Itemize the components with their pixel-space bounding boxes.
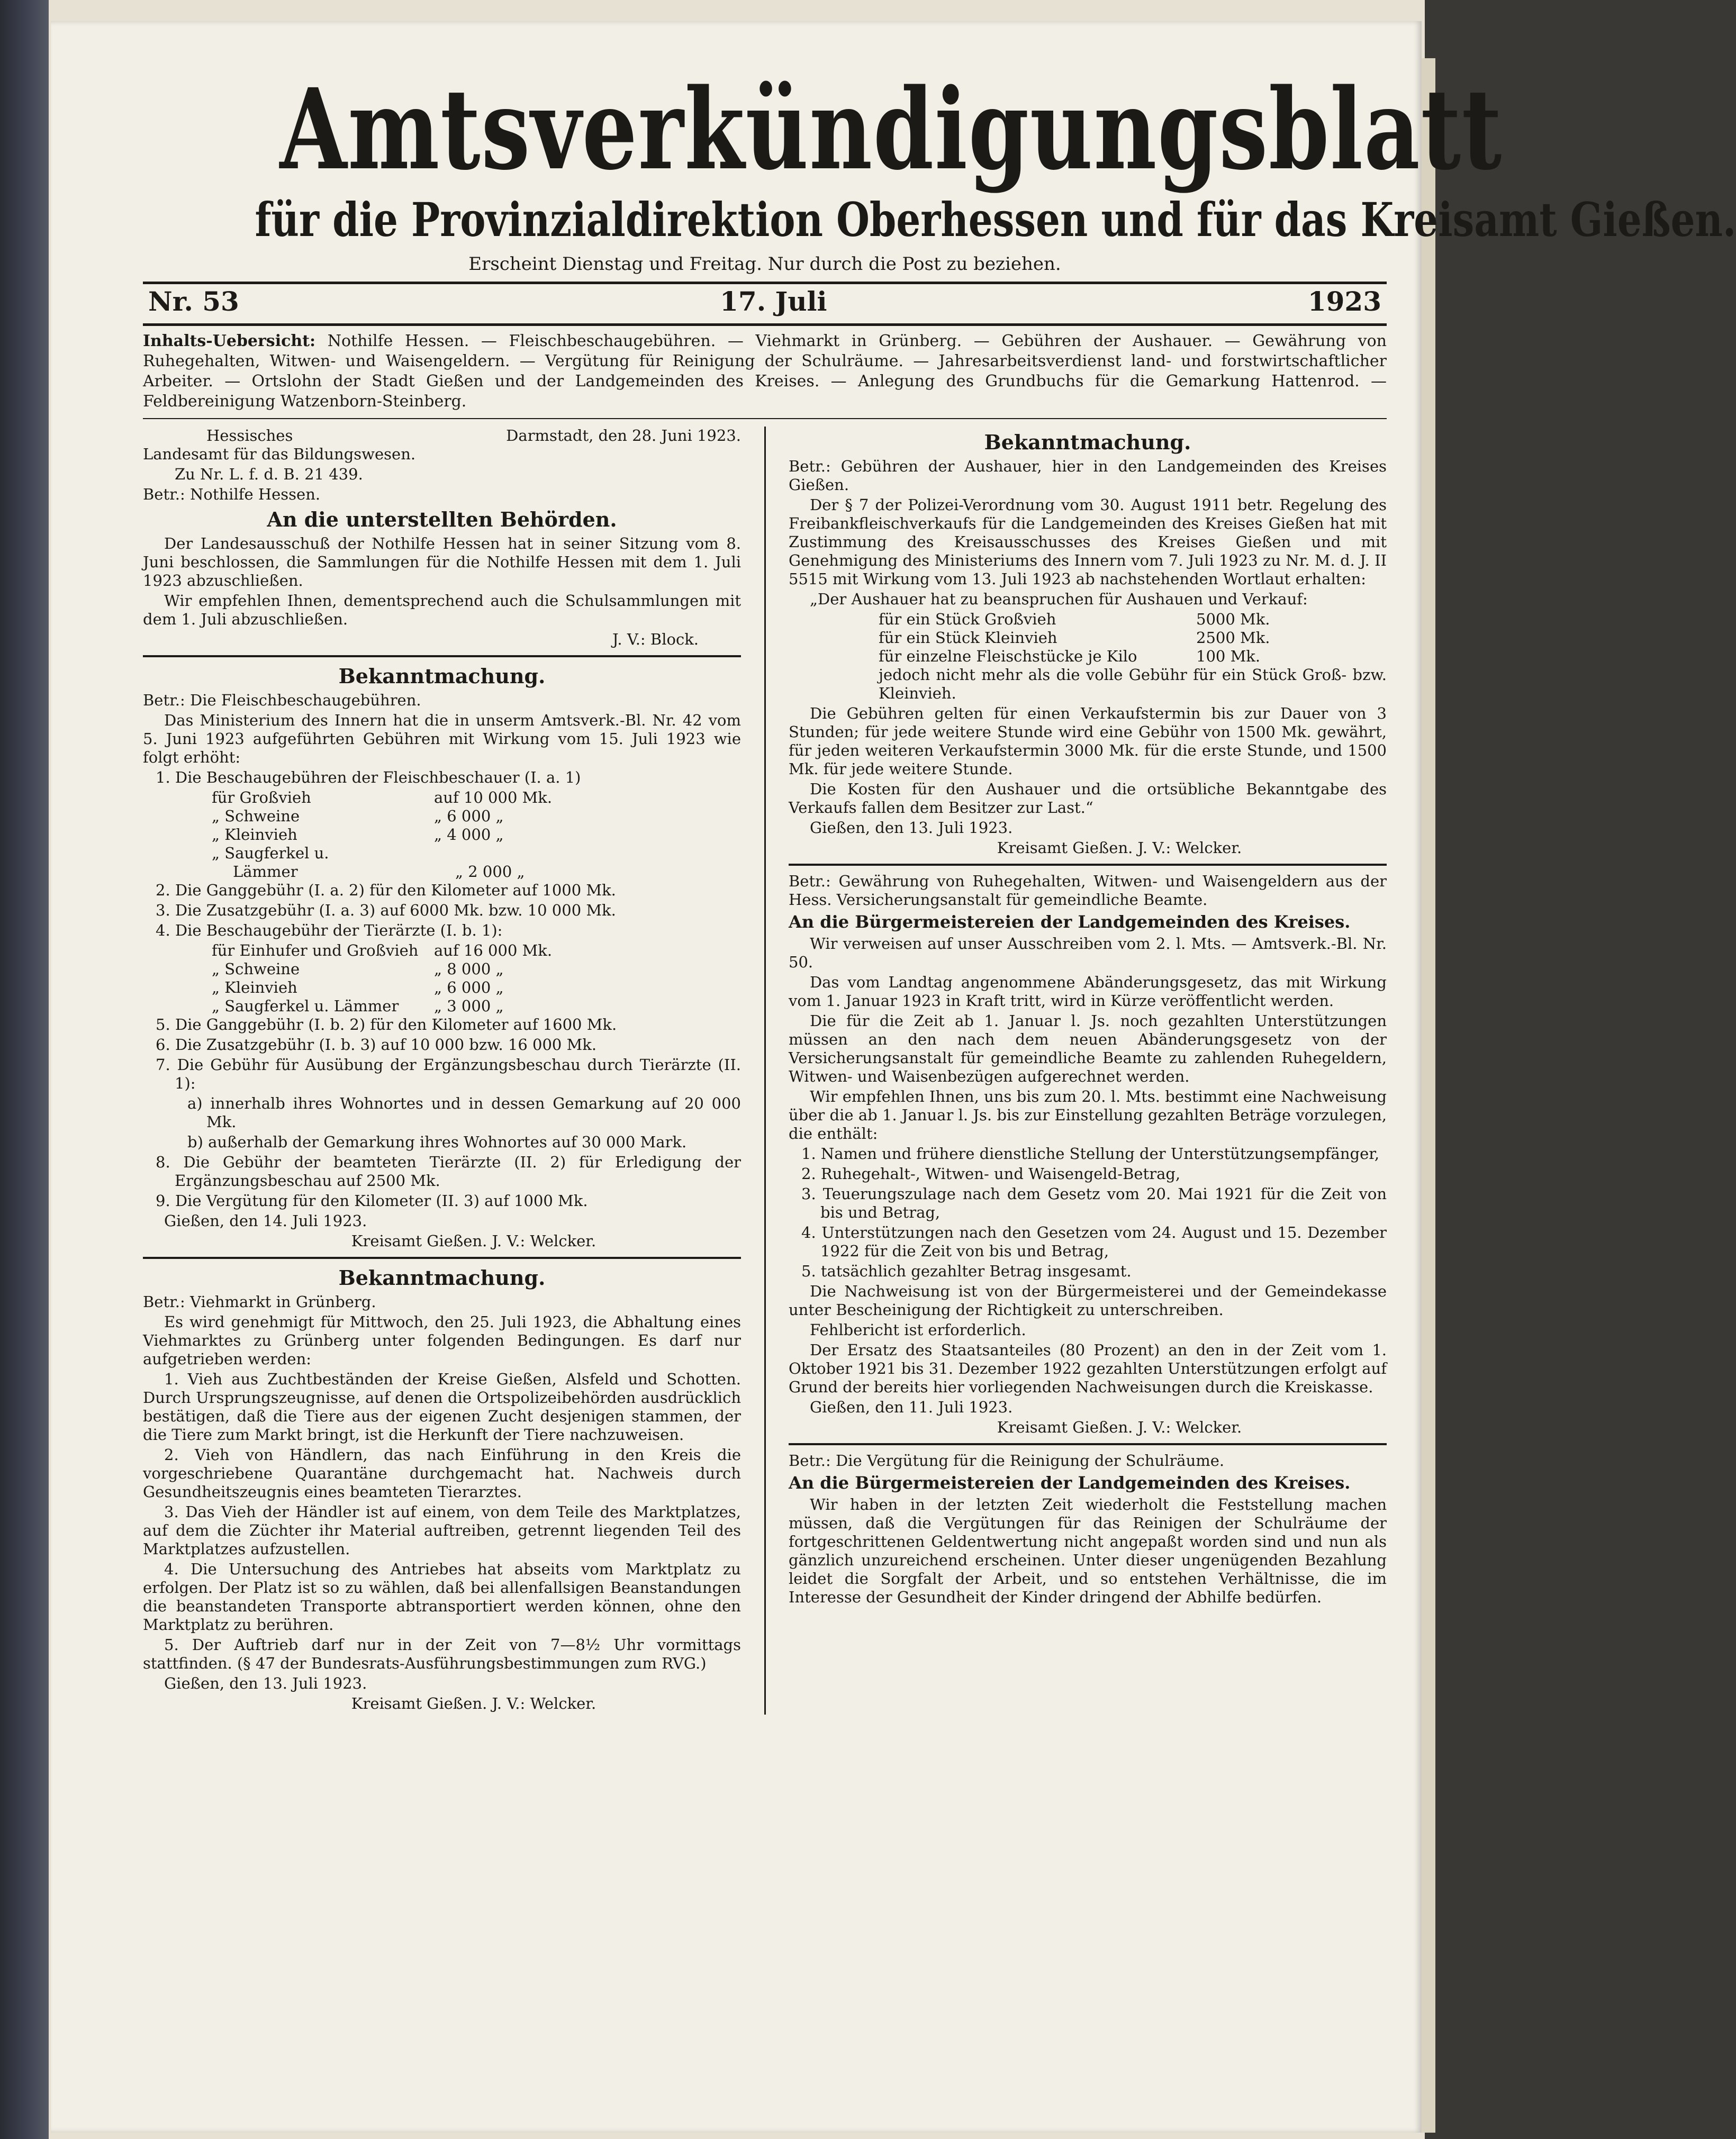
issue-year: 1923 xyxy=(1307,286,1381,317)
paragraph: Wir verweisen auf unser Ausschreiben vom 2. l. Mts. — Amtsverk.-Bl. Nr. 50. xyxy=(789,935,1387,971)
quoted-paragraph: jedoch nicht mehr als die volle Gebühr für ein Stück Groß- bzw. Kleinvieh. xyxy=(879,666,1387,702)
condition-item: 2. Vieh von Händlern, das nach Einführung in den Kreis die vorgeschriebene Quarantäne durchgemacht hat. Nachweis durch Gesundheitszeugnis eines beamteten Tierarztes. xyxy=(143,1446,741,1501)
condition-item: 3. Das Vieh der Händler ist auf einem, von dem Teile des Marktplatzes, auf dem die Züchter ihr Material auftreiben, getrennt liegenden Teil des Marktplatzes aufzustellen. xyxy=(143,1503,741,1558)
article-divider xyxy=(789,1443,1387,1445)
subject-line: Betr.: Nothilfe Hessen. xyxy=(143,485,321,503)
toc-label: Inhalts-Uebersicht: xyxy=(143,332,316,350)
article-divider xyxy=(143,1257,741,1259)
quoted-paragraph: Die Gebühren gelten für einen Verkaufstermin bis zur Dauer von 3 Stunden; für jede weitere Stunde wird eine Gebühr von 1500 Mk. gewährt, für jeden weiteren Verkaufstermin 3000 Mk. für die erste Stunde, und 1500 Mk. für jede weitere Stunde. xyxy=(789,704,1387,778)
list-item: 5. Die Ganggebühr (I. b. 2) für den Kilometer auf 1600 Mk. xyxy=(156,1016,617,1034)
place-date: Darmstadt, den 28. Juni 1923. xyxy=(506,427,741,445)
book-binding xyxy=(0,0,49,2139)
article-divider xyxy=(789,864,1387,866)
paragraph: Wir haben in der letzten Zeit wiederholt die Feststellung machen müssen, daß die Vergütungen für das Reinigen der Schulräume der fortgeschrittenen Geldentwertung nicht angepaßt worden sind und nun als gänzlich unzureichend erscheinen. Unter dieser ungenügenden Bezahlung leidet die Sorgfalt der Arbeit, und so entstehen Verhältnisse, die im Interesse der Gesundheit der Kinder dringend der Abhilfe bedürfen. xyxy=(789,1496,1387,1606)
paragraph: Es wird genehmigt für Mittwoch, den 25. Juli 1923, die Abhaltung eines Viehmarktes zu Grünberg unter folgenden Bedingungen. Es darf nur aufgetrieben werden: xyxy=(143,1313,741,1368)
fee-row: Lämmer „ 2 000 „ xyxy=(233,863,525,881)
article-heading: An die unterstellten Behörden. xyxy=(267,507,617,531)
columns xyxy=(143,427,1387,1715)
fee-row: für Einhufer und Großvieh auf 16 000 Mk. xyxy=(212,941,553,959)
list-item: 2. Die Ganggebühr (I. a. 2) für den Kilometer auf 1000 Mk. xyxy=(156,881,616,899)
subject-line: Betr.: Gewährung von Ruhegehalten, Witwen- und Waisengeldern aus der Hess. Versicherungsanstalt für gemeindliche Beamte. xyxy=(789,872,1387,909)
toc-rule xyxy=(143,418,1387,419)
list-item: 8. Die Gebühr der beamteten Tierärzte (II. 2) für Erledigung der Ergänzungsbeschau auf 2500 Mk. xyxy=(156,1153,741,1190)
place-date: Gießen, den 13. Juli 1923. xyxy=(810,819,1013,837)
masthead-subtitle: für die Provinzialdirektion Oberhessen und für das Kreisamt Gießen. xyxy=(255,192,1736,247)
list-item: 3. Teuerungszulage nach dem Gesetz vom 20. Mai 1921 für die Zeit von bis und Betrag, xyxy=(801,1185,1387,1221)
quoted-paragraph: „Der Aushauer hat zu beanspruchen für Aushauen und Verkauf: xyxy=(810,590,1308,608)
reference-number: Zu Nr. L. f. d. B. 21 439. xyxy=(175,465,363,483)
list-item: 2. Ruhegehalt-, Witwen- und Waisengeld-Betrag, xyxy=(801,1165,1181,1183)
table-of-contents xyxy=(143,331,1387,412)
signature: Kreisamt Gießen. J. V.: Welcker. xyxy=(997,839,1242,857)
newspaper-page xyxy=(51,21,1736,2133)
left-column xyxy=(143,427,741,1715)
column-rule xyxy=(764,427,766,1715)
paragraph: Der Ersatz des Staatsanteiles (80 Prozent) an den in der Zeit vom 1. Oktober 1921 bis 31. Dezember 1922 gezahlten Unterstützungen erfolgt auf Grund der bereits hier vorliegenden Nachweisungen durch die Kreiskasse. xyxy=(789,1341,1387,1396)
article-viehmarkt xyxy=(143,1265,741,1713)
sender-line: Landesamt für das Bildungswesen. xyxy=(143,445,416,463)
article-heading: An die Bürgermeistereien der Landgemeinden des Kreises. xyxy=(789,912,1351,932)
quoted-paragraph: Die Kosten für den Aushauer und die ortsübliche Bekanntgabe des Verkaufs fallen dem Besitzer zur Last.“ xyxy=(789,780,1387,817)
list-item: 1. Die Beschaugebühren der Fleischbeschauer (I. a. 1) xyxy=(156,768,581,786)
fee-row: „ Schweine „ 6 000 „ xyxy=(212,807,504,825)
fee-row: „ Saugferkel u. xyxy=(212,844,329,862)
price-row: für ein Stück Großvieh 5000 Mk. xyxy=(879,610,1270,628)
paragraph: Das vom Landtag angenommene Abänderungsgesetz, das mit Wirkung vom 1. Januar 1923 in Kraft tritt, wird in Kürze veröffentlicht werden. xyxy=(789,973,1387,1010)
signature: Kreisamt Gießen. J. V.: Welcker. xyxy=(351,1232,596,1250)
issue-number: Nr. 53 xyxy=(148,286,239,317)
list-subitem: b) außerhalb der Gemarkung ihres Wohnortes auf 30 000 Mark. xyxy=(187,1133,687,1151)
price-row: für einzelne Fleischstücke je Kilo 100 Mk. xyxy=(879,647,1261,665)
signature: J. V.: Block. xyxy=(612,630,699,648)
toc-text: Nothilfe Hessen. — Fleischbeschaugebühren. — Viehmarkt in Grünberg. — Gebühren der Aushauer. — Gewährung von Ruhegehalten, Witwen- und Waisengeldern. — Vergütung für Reinigung der Schulräume. — Jahresarbeitsverdienst land- und forstwirtschaftlicher Arbeiter. — Ortslohn der Stadt Gießen und der Landgemeinden des Kreises. — Anlegung des Grundbuchs für die Gemarkung Hattenrod. — Feldbereinigung Watzenborn-Steinberg. xyxy=(143,332,1387,411)
list-item: 7. Die Gebühr für Ausübung der Ergänzungsbeschau durch Tierärzte (II. 1): xyxy=(156,1056,741,1092)
article-heading: Bekanntmachung. xyxy=(338,664,546,688)
signature: Kreisamt Gießen. J. V.: Welcker. xyxy=(351,1694,596,1712)
place-date: Gießen, den 11. Juli 1923. xyxy=(810,1398,1013,1416)
issue-line xyxy=(143,284,1387,319)
fee-table xyxy=(143,788,741,881)
list-item: 5. tatsächlich gezahlter Betrag insgesamt. xyxy=(801,1262,1132,1280)
list-item: 6. Die Zusatzgebühr (I. b. 3) auf 10 000 bzw. 16 000 Mk. xyxy=(156,1036,597,1054)
list-item: 4. Die Beschaugebühr der Tierärzte (I. b. 1): xyxy=(156,921,503,939)
fee-row: für Großvieh auf 10 000 Mk. xyxy=(212,788,553,806)
list-subitem: a) innerhalb ihres Wohnortes und in dessen Gemarkung auf 20 000 Mk. xyxy=(187,1094,741,1131)
subject-line: Betr.: Die Fleischbeschaugebühren. xyxy=(143,691,421,709)
subject-line: Betr.: Gebühren der Aushauer, hier in den Landgemeinden des Kreises Gießen. xyxy=(789,457,1387,494)
place-date: Gießen, den 13. Juli 1923. xyxy=(164,1674,367,1692)
condition-item: 1. Vieh aus Zuchtbeständen der Kreise Gießen, Alsfeld und Schotten. Durch Ursprungszeugnisse, auf denen die Ortspolizeibehörden ausdrücklich bestätigen, daß die Tiere aus der eigenen Zucht desjenigen stammen, der die Tiere zum Markt bringt, ist die Herkunft der Tiere nachzuweisen. xyxy=(143,1370,741,1444)
issue-date: 17. Juli xyxy=(720,286,827,317)
article-divider xyxy=(143,655,741,657)
fee-row: „ Saugferkel u. Lämmer „ 3 000 „ xyxy=(212,997,504,1015)
list-item: 1. Namen und frühere dienstliche Stellung der Unterstützungsempfänger, xyxy=(801,1145,1380,1163)
masthead-title: Amtsverkündigungsblatt xyxy=(279,64,1503,195)
article-fleischbeschau xyxy=(143,664,741,1250)
page-content xyxy=(143,64,1736,1715)
right-column xyxy=(789,427,1387,1715)
price-list xyxy=(789,610,1387,666)
list-item: 9. Die Vergütung für den Kilometer (II. 3) auf 1000 Mk. xyxy=(156,1192,588,1210)
paragraph: Wir empfehlen Ihnen, dementsprechend auch die Schulsammlungen mit dem 1. Juli abzuschließen. xyxy=(143,592,741,628)
issue-rule xyxy=(143,323,1387,326)
article-schulraeume xyxy=(789,1452,1387,1607)
signature: Kreisamt Gießen. J. V.: Welcker. xyxy=(997,1418,1242,1436)
fee-row: „ Kleinvieh „ 4 000 „ xyxy=(212,826,504,844)
fee-row: „ Schweine „ 8 000 „ xyxy=(212,960,504,978)
paragraph: Fehlbericht ist erforderlich. xyxy=(810,1321,1026,1339)
article-aushauer xyxy=(789,430,1387,857)
paragraph: Das Ministerium des Innern hat die in unserm Amtsverk.-Bl. Nr. 42 vom 5. Juni 1923 aufgeführten Gebühren mit Wirkung vom 15. Juli 1923 wie folgt erhöht: xyxy=(143,711,741,766)
list-item: 3. Die Zusatzgebühr (I. a. 3) auf 6000 Mk. bzw. 10 000 Mk. xyxy=(156,901,616,919)
fee-table xyxy=(143,941,741,1016)
price-row: für ein Stück Kleinvieh 2500 Mk. xyxy=(879,629,1270,647)
publication-note: Erscheint Dienstag und Freitag. Nur durch die Post zu beziehen. xyxy=(468,253,1061,275)
list-item: 4. Unterstützungen nach den Gesetzen vom 24. August und 15. Dezember 1922 für die Zeit von bis und Betrag, xyxy=(801,1223,1387,1260)
article-heading: Bekanntmachung. xyxy=(338,1266,546,1290)
subject-line: Betr.: Viehmarkt in Grünberg. xyxy=(143,1293,376,1311)
article-header xyxy=(143,427,741,445)
paragraph: Wir empfehlen Ihnen, uns bis zum 20. l. Mts. bestimmt eine Nachweisung über die ab 1. Januar l. Js. bis zur Einstellung gezahlten Beträge vorzulegen, die enthält: xyxy=(789,1087,1387,1143)
paragraph: Der Landesausschuß der Nothilfe Hessen hat in seiner Sitzung vom 8. Juni beschlossen, die Sammlungen für die Nothilfe Hessen mit dem 1. Juli 1923 abzuschließen. xyxy=(143,534,741,590)
article-ruhegehalt xyxy=(789,872,1387,1437)
article-heading: An die Bürgermeistereien der Landgemeinden des Kreises. xyxy=(789,1473,1351,1493)
place-date: Gießen, den 14. Juli 1923. xyxy=(164,1212,367,1230)
paragraph: Der § 7 der Polizei-Verordnung vom 30. August 1911 betr. Regelung des Freibankfleischverkaufs für die Landgemeinden des Kreises Gießen hat mit Zustimmung des Kreisausschusses des Kreises Gießen und mit Genehmigung des Ministeriums des Innern vom 7. Juli 1923 zu Nr. M. d. J. II 5515 mit Wirkung vom 13. Juli 1923 ab nachstehenden Wortlaut erhalten: xyxy=(789,496,1387,588)
condition-item: 4. Die Untersuchung des Antriebes hat abseits vom Marktplatz zu erfolgen. Der Platz ist so zu wählen, daß bei allenfallsigen Beanstandungen die beanstandeten Transporte abtransportiert werden können, ohne den Marktplatz zu berühren. xyxy=(143,1560,741,1634)
sender-line: Hessisches xyxy=(206,427,293,445)
article-heading: Bekanntmachung. xyxy=(984,430,1191,454)
article-nothilfe xyxy=(143,427,741,649)
paragraph: Die für die Zeit ab 1. Januar l. Js. noch gezahlten Unterstützungen müssen an den nach dem neuen Abänderungsgesetz von der Versicherungsanstalt für gemeindliche Beamte zu zahlenden Ruhegeldern, Witwen- und Waisenbezügen aufgerechnet werden. xyxy=(789,1012,1387,1085)
subject-line: Betr.: Die Vergütung für die Reinigung der Schulräume. xyxy=(789,1452,1225,1470)
condition-item: 5. Der Auftrieb darf nur in der Zeit von 7—8½ Uhr vormittags stattfinden. (§ 47 der Bundesrats-Ausführungsbestimmungen zum RVG.) xyxy=(143,1636,741,1672)
paragraph: Die Nachweisung ist von der Bürgermeisterei und der Gemeindekasse unter Bescheinigung der Richtigkeit zu unterschreiben. xyxy=(789,1282,1387,1319)
fee-row: „ Kleinvieh „ 6 000 „ xyxy=(212,978,504,996)
